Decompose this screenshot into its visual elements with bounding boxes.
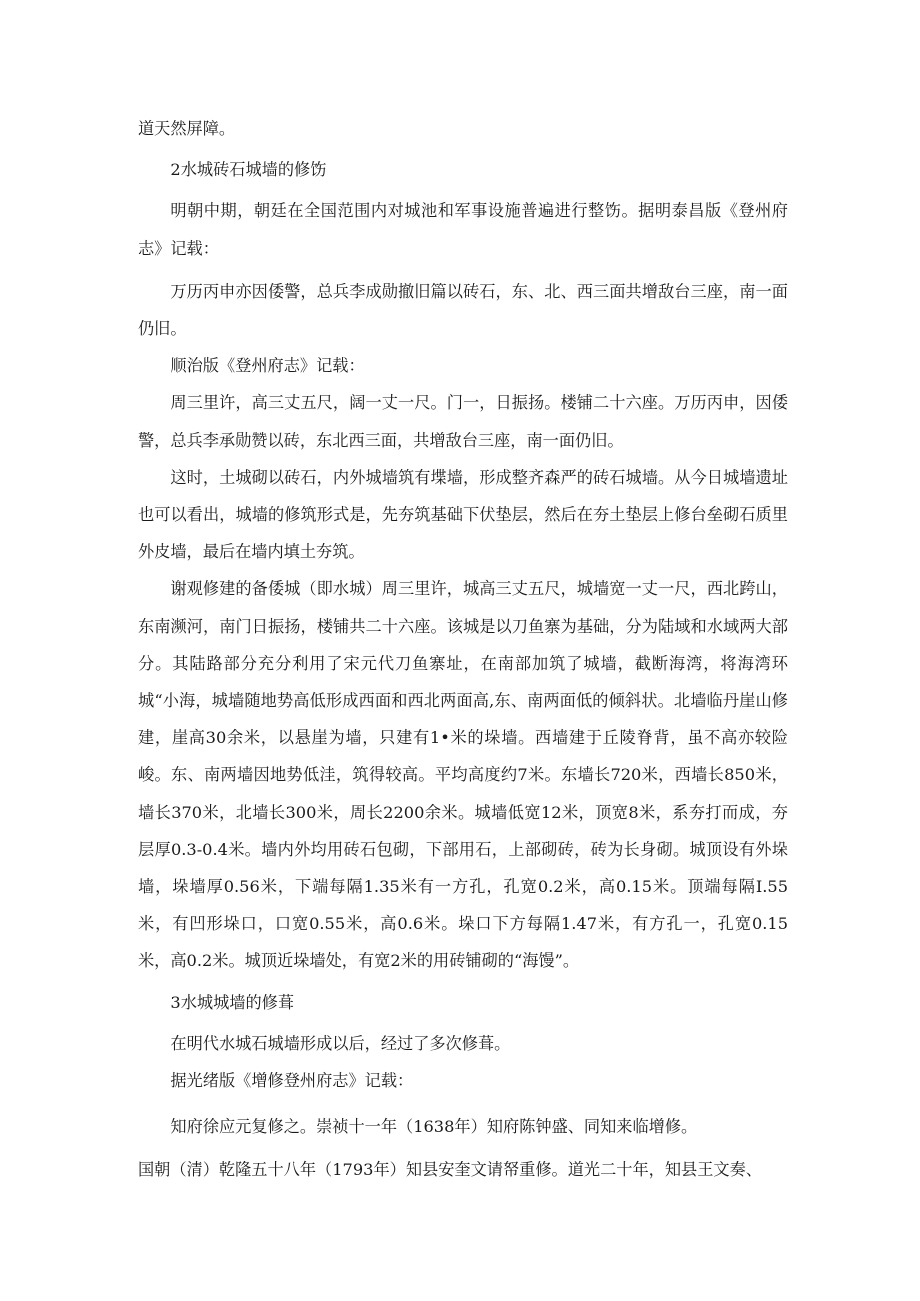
paragraph-wanli-quote: 万历丙申亦因倭警，总兵李成勋撤旧篇以砖石，东、北、西三面共增敌台三座，南一面仍旧。 (138, 281, 788, 339)
paragraph-water-city-details: 谢观修建的备倭城（即水城）周三里许，城高三丈五尺，城墙宽一丈一尺，西北跨山，东南濒河，南门日振扬，楼铺共二十六座。该城是以刀鱼寨为基础，分为陆域和水域两大部分。其陆路部分充分利用了宋元代刀鱼寨址，在南部加筑了城墙，截断海湾，将海湾环城“小海，城墙随地势高低形成西面和西北两面高,东、南两面低的倾斜状。北墙临丹崖山修建，崖高30余米，以悬崖为墙，只建有1•米的垛墙。西墙建于丘陵脊背，虽不高亦较险峻。东、南两墙因地势低洼，筑得较高。平均高度约7米。东墙长720米，西墙长850米，墙长370米，北墙长300米，周长2200余米。城墙低宽12米，顶宽8米，系夯打而成，夯层厚0.3-0.4米。墙内外均用砖石包砌，下部用石，上部砌砖，砖为长身砌。城顶设有外垛墙，垛墙厚0.56米，下端每隔1.35米有一方孔，孔宽0.2米，高0.15米。顶端每隔I.55米，有凹形垛口，口宽0.55米，高0.6米。垛口下方每隔1.47米，有方孔一，孔宽0.15米，高0.2米。城顶近垛墙处，有宽2米的用砖铺砌的“海馒”。 (138, 579, 788, 971)
paragraph-guangxu-quote: 知府徐应元复修之。崇祯十一年（1638年）知府陈钟盛、同知来临增修。 (170, 1117, 698, 1137)
paragraph-shunzhi-intro: 顺治版《登州府志》记载： (170, 356, 365, 376)
section-heading-2: 2水城砖石城墙的修饬 (170, 160, 327, 180)
paragraph-brick-wall: 这时，土城砌以砖石，内外城墙筑有堞墙，形成整齐森严的砖石城墙。从今日城墙遗址也可以看出，城墙的修筑形式是，先夯筑基础下伏垫层，然后在夯土垫层上修台垒砌石质里外皮墙，最后在墙内填土夯筑。 (138, 467, 788, 562)
document-page (138, 110, 788, 1189)
paragraph-continuation: 道天然屏障。 (138, 119, 236, 138)
paragraph-ming-renovation: 明朝中期，朝廷在全国范围内对城池和军事设施普遍进行整饬。据明泰昌版《登州府志》记载： (138, 201, 788, 258)
paragraph-repairs-intro: 在明代水城石城墙形成以后，经过了多次修葺。 (170, 1033, 511, 1053)
paragraph-qing-repairs: 国朝（清）乾隆五十八年（1793年）知县安奎文请帑重修。道光二十年，知县王文奏、 (138, 1160, 762, 1180)
paragraph-guangxu-intro: 据光绪版《增修登州府志》记载： (170, 1071, 414, 1091)
paragraph-shunzhi-quote: 周三里许，高三丈五尺，阔一丈一尺。门一，日振扬。楼铺二十六座。万历丙申，因倭警，总兵李承勋赞以砖，东北西三面，共增敌台三座，南一面仍旧。 (138, 393, 788, 450)
section-heading-3: 3水城城墙的修葺 (170, 992, 295, 1012)
